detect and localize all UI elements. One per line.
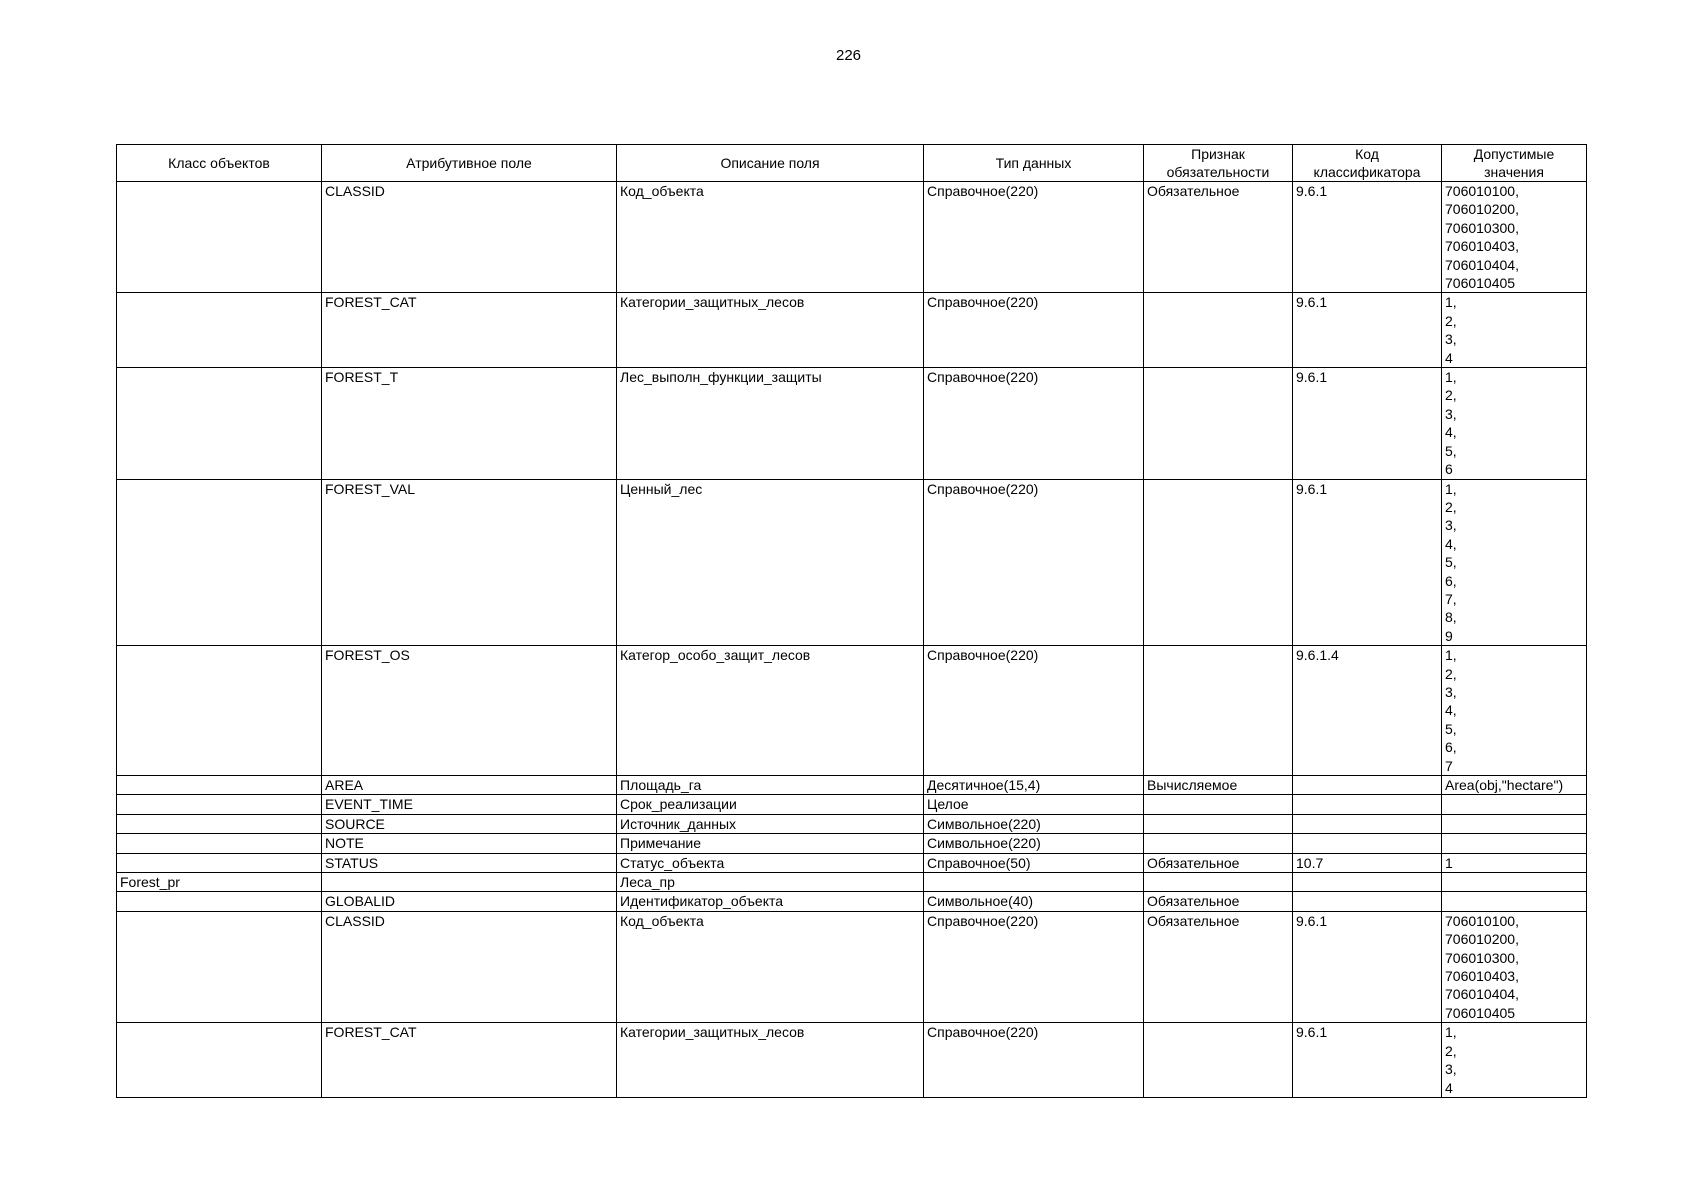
class-cell [117, 1023, 322, 1098]
required-flag-cell [1144, 873, 1293, 892]
attribute-field-cell: NOTE [322, 834, 617, 853]
field-description-cell: Ценный_лес [617, 479, 924, 646]
class-cell [117, 814, 322, 833]
data-type-cell: Справочное(50) [924, 853, 1144, 872]
data-type-cell: Символьное(220) [924, 814, 1144, 833]
required-flag-cell: Обязательное [1144, 853, 1293, 872]
class-cell [117, 293, 322, 368]
required-flag-cell: Обязательное [1144, 182, 1293, 293]
classifier-code-cell: 10.7 [1293, 853, 1442, 872]
page-number: 226 [835, 47, 862, 64]
class-cell [117, 776, 322, 795]
allowed-values-cell: 1, 2, 3, 4 [1442, 293, 1587, 368]
allowed-values-cell [1442, 834, 1587, 853]
data-type-cell: Справочное(220) [924, 182, 1144, 293]
allowed-values-cell: 1, 2, 3, 4, 5, 6, 7 [1442, 646, 1587, 776]
allowed-values-cell [1442, 873, 1587, 892]
classifier-code-cell: 9.6.1 [1293, 1023, 1442, 1098]
required-flag-cell [1144, 795, 1293, 814]
classifier-code-cell: 9.6.1.4 [1293, 646, 1442, 776]
header-class: Класс объектов [117, 145, 322, 182]
header-classifier-code: Код классификатора [1293, 145, 1442, 182]
allowed-values-cell: 1, 2, 3, 4 [1442, 1023, 1587, 1098]
allowed-values-cell: 1, 2, 3, 4, 5, 6, 7, 8, 9 [1442, 479, 1587, 646]
field-description-cell: Лес_выполн_функции_защиты [617, 368, 924, 479]
data-type-cell: Справочное(220) [924, 293, 1144, 368]
classifier-code-cell: 9.6.1 [1293, 368, 1442, 479]
class-cell [117, 368, 322, 479]
allowed-values-cell: 1, 2, 3, 4, 5, 6 [1442, 368, 1587, 479]
required-flag-cell [1144, 293, 1293, 368]
table-row [117, 911, 1587, 1022]
field-description-cell: Категории_защитных_лесов [617, 1023, 924, 1098]
class-cell [117, 911, 322, 1022]
attribute-field-cell: AREA [322, 776, 617, 795]
classifier-code-cell [1293, 873, 1442, 892]
field-description-cell: Статус_объекта [617, 853, 924, 872]
allowed-values-cell [1442, 814, 1587, 833]
class-cell [117, 795, 322, 814]
attribute-field-cell: FOREST_VAL [322, 479, 617, 646]
required-flag-cell: Вычисляемое [1144, 776, 1293, 795]
header-field-description: Описание поля [617, 145, 924, 182]
attribute-field-cell: CLASSID [322, 911, 617, 1022]
allowed-values-cell [1442, 892, 1587, 911]
class-cell [117, 892, 322, 911]
attribute-field-cell: FOREST_OS [322, 646, 617, 776]
required-flag-cell [1144, 646, 1293, 776]
class-cell [117, 853, 322, 872]
class-cell [117, 479, 322, 646]
classifier-code-cell [1293, 892, 1442, 911]
header-required-flag: Признак обязательности [1144, 145, 1293, 182]
attribute-field-cell: FOREST_CAT [322, 293, 617, 368]
data-type-cell: Символьное(220) [924, 834, 1144, 853]
data-type-cell [924, 873, 1144, 892]
data-type-cell: Справочное(220) [924, 911, 1144, 1022]
field-description-cell: Категор_особо_защит_лесов [617, 646, 924, 776]
attribute-field-cell: FOREST_CAT [322, 1023, 617, 1098]
allowed-values-cell: 1 [1442, 853, 1587, 872]
class-cell [117, 834, 322, 853]
required-flag-cell: Обязательное [1144, 892, 1293, 911]
header-attribute-field: Атрибутивное поле [322, 145, 617, 182]
data-type-cell: Целое [924, 795, 1144, 814]
field-description-cell: Срок_реализации [617, 795, 924, 814]
table-row [117, 182, 1587, 293]
classifier-code-cell [1293, 814, 1442, 833]
field-description-cell: Код_объекта [617, 182, 924, 293]
table-body [117, 182, 1587, 1098]
table-row [117, 853, 1587, 872]
table-row [117, 814, 1587, 833]
attribute-field-cell: STATUS [322, 853, 617, 872]
attribute-field-cell: CLASSID [322, 182, 617, 293]
attribute-field-cell: EVENT_TIME [322, 795, 617, 814]
table-row [117, 646, 1587, 776]
data-type-cell: Символьное(40) [924, 892, 1144, 911]
table-row [117, 795, 1587, 814]
allowed-values-cell [1442, 795, 1587, 814]
required-flag-cell [1144, 814, 1293, 833]
allowed-values-cell: 706010100, 706010200, 706010300, 706010403, 706010404, 706010405 [1442, 182, 1587, 293]
header-allowed-values: Допустимые значения [1442, 145, 1587, 182]
table-row [117, 479, 1587, 646]
required-flag-cell [1144, 834, 1293, 853]
allowed-values-cell: 706010100, 706010200, 706010300, 706010403, 706010404, 706010405 [1442, 911, 1587, 1022]
table-row [117, 873, 1587, 892]
attribute-field-cell: SOURCE [322, 814, 617, 833]
data-type-cell: Справочное(220) [924, 479, 1144, 646]
classifier-code-cell: 9.6.1 [1293, 479, 1442, 646]
allowed-values-cell: Area(obj,"hectare") [1442, 776, 1587, 795]
class-cell: Forest_pr [117, 873, 322, 892]
field-description-cell: Источник_данных [617, 814, 924, 833]
field-description-cell: Примечание [617, 834, 924, 853]
classifier-code-cell: 9.6.1 [1293, 293, 1442, 368]
table-row [117, 776, 1587, 795]
table-row [117, 368, 1587, 479]
field-description-cell: Идентификатор_объекта [617, 892, 924, 911]
field-description-cell: Категории_защитных_лесов [617, 293, 924, 368]
header-row [117, 145, 1587, 182]
data-type-cell: Справочное(220) [924, 1023, 1144, 1098]
classifier-code-cell: 9.6.1 [1293, 911, 1442, 1022]
data-type-cell: Справочное(220) [924, 646, 1144, 776]
data-type-cell: Справочное(220) [924, 368, 1144, 479]
field-description-cell: Код_объекта [617, 911, 924, 1022]
class-cell [117, 646, 322, 776]
required-flag-cell [1144, 1023, 1293, 1098]
field-description-cell: Площадь_га [617, 776, 924, 795]
attribute-table [116, 144, 1587, 1098]
field-description-cell: Леса_пр [617, 873, 924, 892]
class-cell [117, 182, 322, 293]
table-row [117, 1023, 1587, 1098]
table-row [117, 892, 1587, 911]
classifier-code-cell [1293, 795, 1442, 814]
table-row [117, 293, 1587, 368]
table-row [117, 834, 1587, 853]
attribute-field-cell: FOREST_T [322, 368, 617, 479]
classifier-code-cell: 9.6.1 [1293, 182, 1442, 293]
required-flag-cell: Обязательное [1144, 911, 1293, 1022]
table-header [117, 145, 1587, 182]
required-flag-cell [1144, 479, 1293, 646]
header-data-type: Тип данных [924, 145, 1144, 182]
classifier-code-cell [1293, 834, 1442, 853]
attribute-field-cell [322, 873, 617, 892]
attribute-field-cell: GLOBALID [322, 892, 617, 911]
classifier-code-cell [1293, 776, 1442, 795]
required-flag-cell [1144, 368, 1293, 479]
data-type-cell: Десятичное(15,4) [924, 776, 1144, 795]
